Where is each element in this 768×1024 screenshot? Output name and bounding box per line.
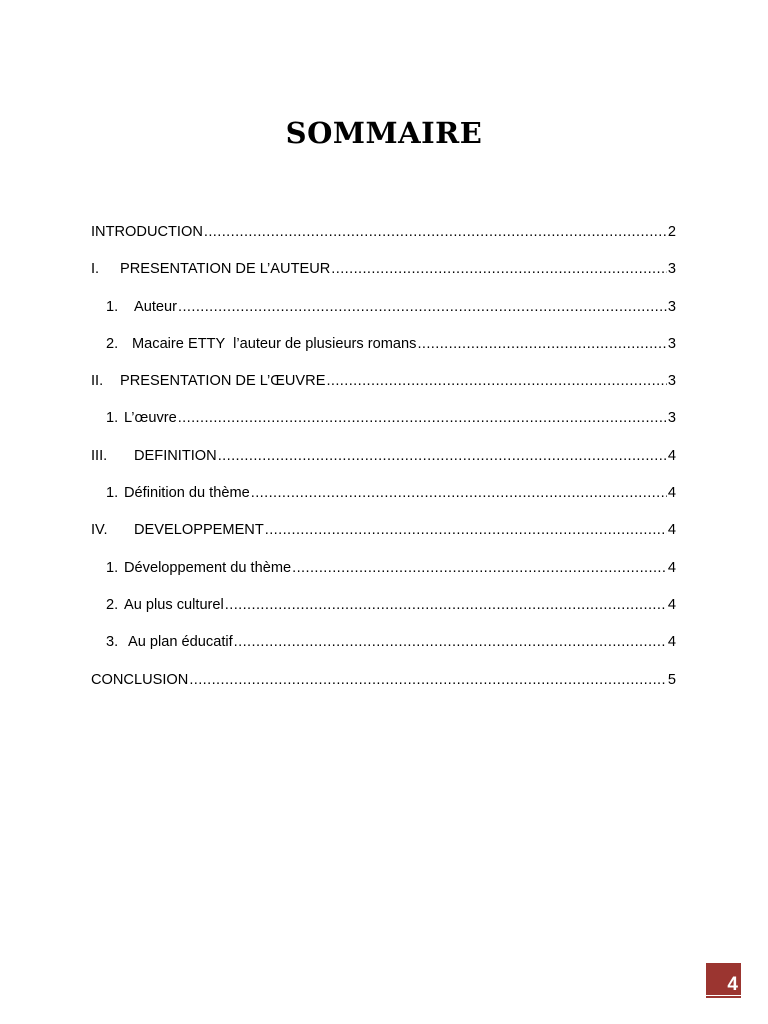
dot-leader — [178, 299, 667, 315]
toc-entry-developpement-theme[interactable] — [91, 560, 676, 597]
page-title: SOMMAIRE — [285, 116, 483, 150]
dot-leader — [326, 373, 666, 389]
toc-label: PRESENTATION DE L’AUTEUR — [120, 261, 331, 278]
toc-label: Au plus culturel — [124, 596, 224, 613]
toc-number: 1. — [106, 559, 119, 576]
dot-leader — [251, 485, 667, 501]
toc-entry-section-4[interactable] — [91, 522, 676, 559]
toc-entry-section-1[interactable] — [91, 261, 676, 298]
toc-number: I. — [91, 261, 100, 278]
toc-page: 3 — [667, 373, 676, 390]
dot-leader — [417, 336, 666, 352]
toc-entry-definition-theme[interactable] — [91, 485, 676, 522]
toc-number: 2. — [106, 596, 119, 613]
toc-label: PRESENTATION DE L’ŒUVRE — [120, 373, 326, 390]
toc-page: 4 — [667, 485, 676, 502]
dot-leader — [204, 224, 667, 240]
toc-entry-macaire-etty[interactable] — [91, 336, 676, 373]
toc-number: 3. — [106, 634, 119, 651]
toc-label: Au plan éducatif — [128, 634, 233, 651]
toc-label: DEFINITION — [134, 447, 217, 464]
toc-number: III. — [91, 447, 108, 464]
toc-page: 4 — [667, 522, 676, 539]
dot-leader — [189, 672, 667, 688]
toc-label: Auteur — [134, 298, 177, 315]
toc-page: 3 — [667, 410, 676, 427]
dot-leader — [218, 448, 667, 464]
toc-entry-section-3[interactable] — [91, 448, 676, 485]
toc-label: Macaire ETTY l’auteur de plusieurs romans — [132, 335, 417, 352]
page-number-underline — [706, 996, 741, 998]
toc-label: L’œuvre — [124, 410, 177, 427]
toc-entry-plan-educatif[interactable] — [91, 634, 676, 671]
toc-entry-conclusion[interactable] — [91, 672, 676, 709]
toc-label: CONCLUSION — [91, 671, 189, 688]
toc-entry-section-2[interactable] — [91, 373, 676, 410]
toc-entry-introduction[interactable] — [91, 224, 676, 261]
toc-entry-auteur[interactable] — [91, 299, 676, 336]
dot-leader — [331, 261, 667, 277]
dot-leader — [234, 634, 667, 650]
toc-page: 3 — [667, 261, 676, 278]
dot-leader — [265, 522, 667, 538]
page-number: 4 — [727, 974, 738, 995]
toc-number: 2. — [106, 335, 119, 352]
toc-number: 1. — [106, 298, 119, 315]
toc-entry-oeuvre[interactable] — [91, 410, 676, 447]
toc-label: INTRODUCTION — [91, 224, 203, 240]
toc-label: Développement du thème — [124, 559, 292, 576]
dot-leader — [225, 597, 667, 613]
toc-page: 4 — [667, 447, 676, 464]
toc-label: DEVELOPPEMENT — [134, 522, 264, 539]
toc-page: 3 — [667, 335, 676, 352]
toc-page: 2 — [667, 224, 676, 240]
toc-page: 5 — [667, 671, 676, 688]
toc-page: 4 — [667, 596, 676, 613]
dot-leader — [178, 410, 667, 426]
toc-number: II. — [91, 373, 104, 390]
table-of-contents — [91, 224, 676, 709]
toc-page: 4 — [667, 634, 676, 651]
toc-number: 1. — [106, 485, 119, 502]
toc-number: 1. — [106, 410, 119, 427]
toc-page: 4 — [667, 559, 676, 576]
page-number-badge — [706, 963, 741, 995]
toc-label: Définition du thème — [124, 485, 250, 502]
toc-page: 3 — [667, 298, 676, 315]
dot-leader — [292, 560, 667, 576]
toc-entry-plus-culturel[interactable] — [91, 597, 676, 634]
toc-number: IV. — [91, 522, 108, 539]
